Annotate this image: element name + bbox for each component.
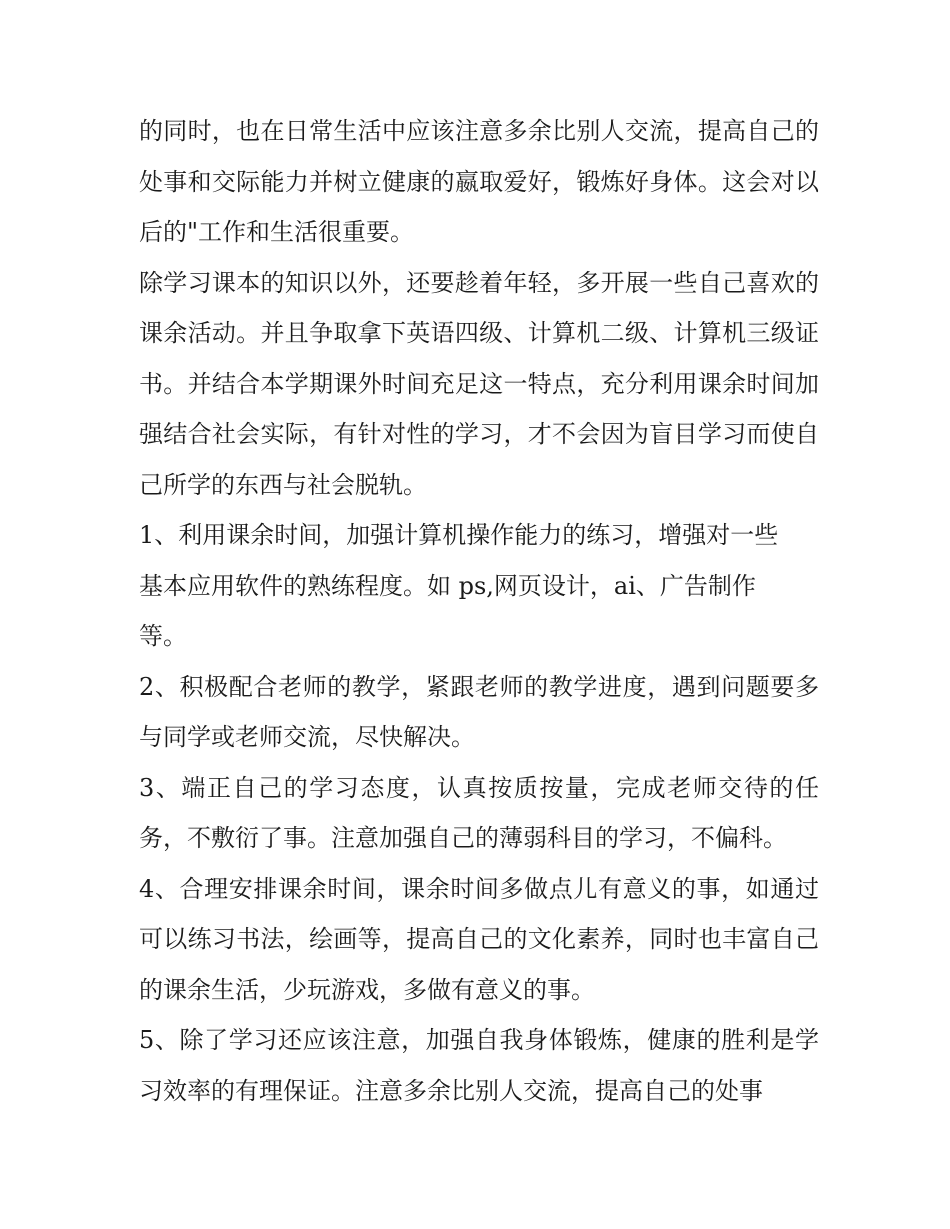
list-item-4: 4、合理安排课余时间，课余时间多做点儿有意义的事，如通过可以练习书法，绘画等，提高自己的文化素养，同时也丰富自己的课余生活，少玩游戏，多做有意义的事。 [139, 874, 819, 1004]
document-body [139, 106, 819, 1116]
list-item-5: 5、除了学习还应该注意，加强自我身体锻炼，健康的胜利是学习效率的有理保证。注意多余比别人交流，提高自己的处事 [139, 1026, 819, 1105]
list-item-3: 3、端正自己的学习态度，认真按质按量，完成老师交待的任务，不敷衍了事。注意加强自己的薄弱科目的学习，不偏科。 [139, 773, 819, 852]
list-item-1: 1、利用课余时间，加强计算机操作能力的练习，增强对一些基本应用软件的熟练程度。如 ps,网页设计，ai、广告制作等。 [139, 521, 779, 650]
paragraph-extracurricular: 除学习课本的知识以外，还要趁着年轻，多开展一些自己喜欢的课余活动。并且争取拿下英语四级、计算机二级、计算机三级证书。并结合本学期课外时间充足这一特点，充分利用课余时间加强结合社会实际，有针对性的学习，才不会因为盲目学习而使自己所学的东西与社会脱轨。 [139, 268, 819, 499]
paragraph-continuation: 的同时，也在日常生活中应该注意多余比别人交流，提高自己的处事和交际能力并树立健康的嬴取爱好，锻炼好身体。这会对以后的"工作和生活很重要。 [139, 117, 819, 246]
list-item-2: 2、积极配合老师的教学，紧跟老师的教学进度，遇到问题要多与同学或老师交流，尽快解决。 [139, 672, 819, 751]
